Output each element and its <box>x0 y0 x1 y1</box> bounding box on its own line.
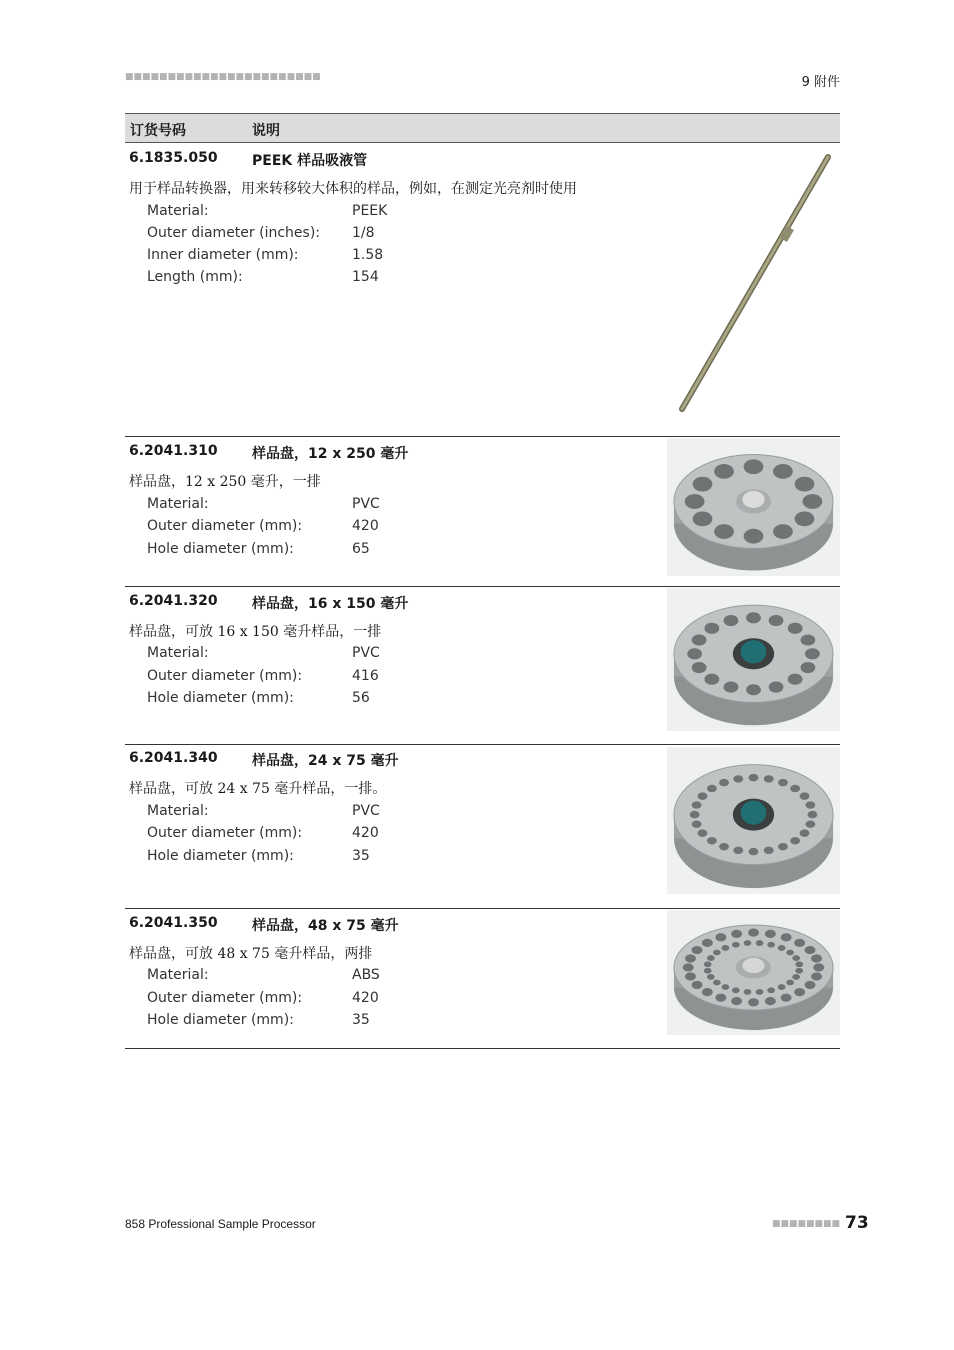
pipette-tube-image <box>670 151 840 413</box>
order-number: 6.2041.340 <box>129 750 218 766</box>
item-description: 样品盘，12 x 250 毫升，一排 <box>129 474 321 490</box>
item-6-2041-320 <box>125 587 840 744</box>
spec-label: Outer diameter (mm): <box>147 668 303 684</box>
item-description: 样品盘，可放 16 x 150 毫升样品，一排 <box>129 624 382 640</box>
page-number: 73 <box>845 1213 869 1233</box>
spec-value: 420 <box>352 518 379 534</box>
spec-value: 65 <box>352 541 370 557</box>
spec-value: PVC <box>352 645 380 661</box>
item-title: 样品盘，24 x 75 毫升 <box>252 753 399 769</box>
spec-value: ABS <box>352 967 380 983</box>
spec-label: Material: <box>147 645 209 661</box>
item-6-2041-310 <box>125 437 840 586</box>
spec-value: 35 <box>352 848 370 864</box>
item-description: 样品盘，可放 48 x 75 毫升样品，两排 <box>129 946 373 962</box>
spec-label: Material: <box>147 967 209 983</box>
column-description: 说明 <box>252 123 280 139</box>
item-title: 样品盘，48 x 75 毫升 <box>252 918 399 934</box>
spec-label: Outer diameter (mm): <box>147 990 303 1006</box>
spec-value: 1.58 <box>352 247 384 263</box>
spec-value: 1/8 <box>352 225 375 241</box>
spec-value: 420 <box>352 825 379 841</box>
order-number: 6.2041.320 <box>129 593 218 609</box>
spec-value: 56 <box>352 690 370 706</box>
spec-value: 420 <box>352 990 379 1006</box>
column-order-number: 订货号码 <box>130 123 186 139</box>
spec-label: Length (mm): <box>147 269 243 285</box>
header-decoration: ■■■■■■■■■■■■■■■■■■■■■■■ <box>125 72 321 82</box>
sample-rack-24-image <box>667 747 840 894</box>
spec-value: PEEK <box>352 203 388 219</box>
sample-rack-16-image <box>667 588 840 731</box>
spec-label: Hole diameter (mm): <box>147 848 294 864</box>
item-6-1835-050 <box>125 143 840 436</box>
item-6-2041-350 <box>125 909 840 1048</box>
item-title: PEEK 样品吸液管 <box>252 153 368 169</box>
sample-rack-48-image <box>667 910 840 1035</box>
footer-product-name: 858 Professional Sample Processor <box>125 1217 316 1231</box>
footer-decoration: ■■■■■■■■ <box>772 1219 841 1229</box>
item-description: 用于样品转换器，用来转移较大体积的样品，例如，在测定光亮剂时使用 <box>129 181 577 197</box>
spec-label: Outer diameter (mm): <box>147 825 303 841</box>
spec-value: PVC <box>352 496 380 512</box>
item-title: 样品盘，16 x 150 毫升 <box>252 596 409 612</box>
spec-label: Material: <box>147 496 209 512</box>
item-6-2041-340 <box>125 745 840 908</box>
spec-value: PVC <box>352 803 380 819</box>
spec-label: Hole diameter (mm): <box>147 1012 294 1028</box>
spec-label: Material: <box>147 203 209 219</box>
table-header <box>125 113 840 143</box>
spec-value: 35 <box>352 1012 370 1028</box>
spec-label: Material: <box>147 803 209 819</box>
spec-label: Outer diameter (mm): <box>147 518 303 534</box>
sample-rack-12-image <box>667 438 840 576</box>
order-number: 6.1835.050 <box>129 150 218 166</box>
chapter-title: 9 附件 <box>801 75 840 90</box>
spec-label: Inner diameter (mm): <box>147 247 299 263</box>
spec-value: 154 <box>352 269 379 285</box>
spec-label: Outer diameter (inches): <box>147 225 320 241</box>
spec-label: Hole diameter (mm): <box>147 690 294 706</box>
order-number: 6.2041.310 <box>129 443 218 459</box>
order-number: 6.2041.350 <box>129 915 218 931</box>
item-description: 样品盘，可放 24 x 75 毫升样品，一排。 <box>129 781 387 797</box>
spec-value: 416 <box>352 668 379 684</box>
spec-label: Hole diameter (mm): <box>147 541 294 557</box>
item-title: 样品盘，12 x 250 毫升 <box>252 446 409 462</box>
row-divider <box>125 1048 840 1049</box>
